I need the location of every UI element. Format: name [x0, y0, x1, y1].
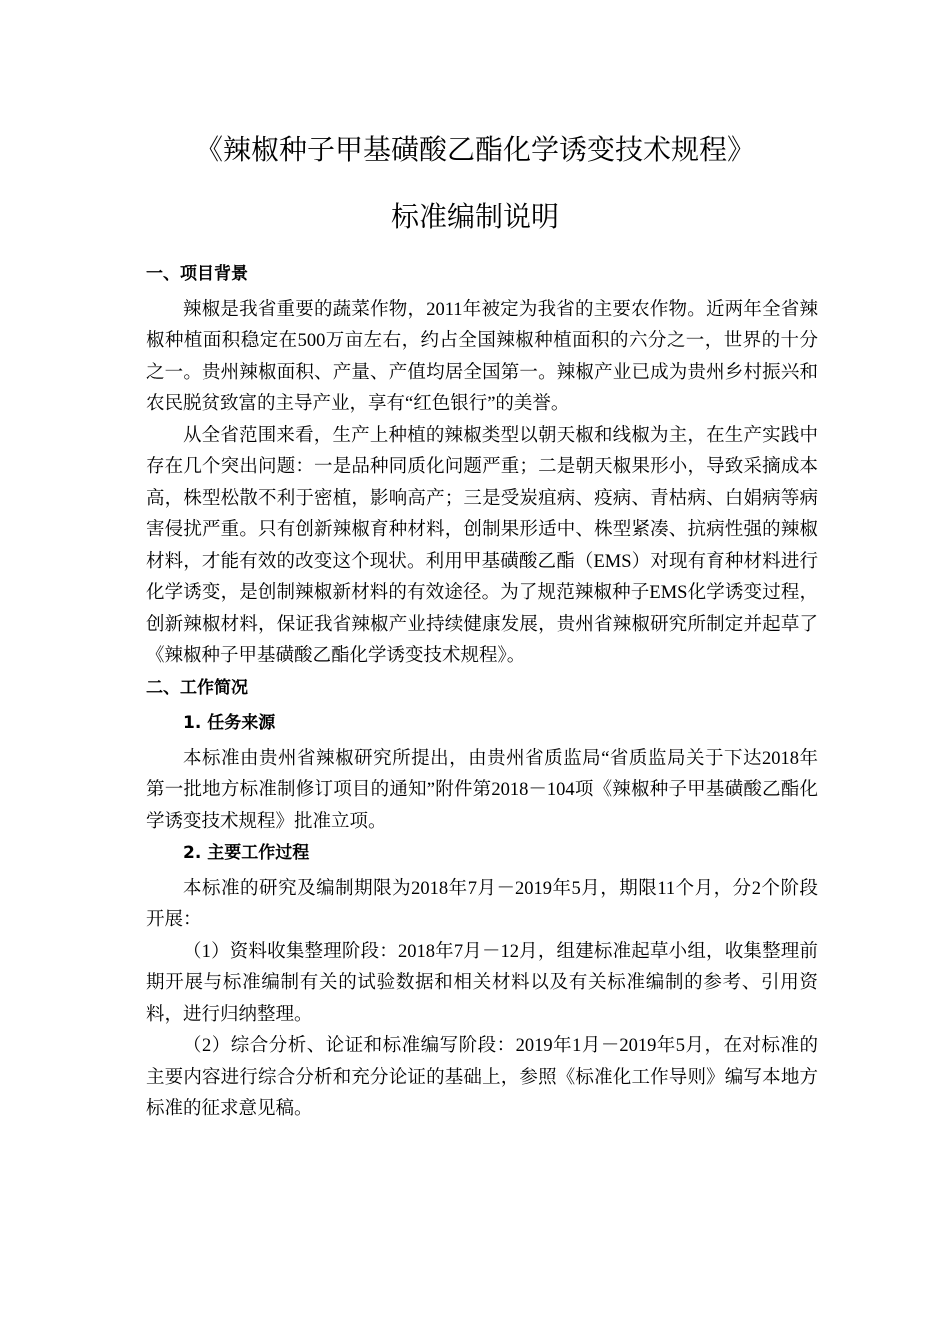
section-heading-background: 一、项目背景	[146, 264, 248, 284]
section-heading-work-overview: 二、工作简况	[146, 677, 248, 698]
paragraph-work-process-1: 本标准的研究及编制期限为2018年7月－2019年5月，期限11个月，分2个阶段开展：	[146, 878, 818, 930]
document-title: 《辣椒种子甲基磺酸乙酯化学诱变技术规程》	[194, 133, 755, 166]
document-subtitle: 标准编制说明	[390, 200, 559, 233]
paragraph-work-process-2: （1）资料收集整理阶段：2018年7月－12月，组建标准起草小组，收集整理前期开展与标准编制有关的试验数据和相关材料以及有关标准编制的参考、引用资料，进行归纳整理。	[146, 941, 818, 1025]
document-body	[146, 259, 818, 1126]
paragraph-task-source: 本标准由贵州省辣椒研究所提出，由贵州省质监局“省质监局关于下达2018年第一批地方标准制修订项目的通知”附件第2018－104项《辣椒种子甲基磺酸乙酯化学诱变技术规程》批准立项。	[146, 748, 818, 832]
paragraph-background-1: 辣椒是我省重要的蔬菜作物，2011年被定为我省的主要农作物。近两年全省辣椒种植面积稳定在500万亩左右，约占全国辣椒种植面积的六分之一，世界的十分之一。贵州辣椒面积、产量、产值均居全国第一。辣椒产业已成为贵州乡村振兴和农民脱贫致富的主导产业，享有“红色银行”的美誉。	[146, 299, 818, 414]
subsection-heading-task-source: 1. 任务来源	[183, 713, 276, 733]
paragraph-background-2: 从全省范围来看，生产上种植的辣椒类型以朝天椒和线椒为主，在生产实践中存在几个突出问题：一是品种同质化问题严重；二是朝天椒果形小，导致采摘成本高，株型松散不利于密植，影响高产；三是受炭疽病、疫病、青枯病、白娟病等病害侵扰严重。只有创新辣椒育种材料，创制果形适中、株型紧凑、抗病性强的辣椒材料，才能有效的改变这个现状。利用甲基磺酸乙酯（EMS）对现有育种材料进行化学诱变，是创制辣椒新材料的有效途径。为了规范辣椒种子EMS化学诱变过程，创新辣椒材料，保证我省辣椒产业持续健康发展，贵州省辣椒研究所制定并起草了《辣椒种子甲基磺酸乙酯化学诱变技术规程》。	[146, 425, 818, 666]
paragraph-work-process-3: （2）综合分析、论证和标准编写阶段：2019年1月－2019年5月，在对标准的主要内容进行综合分析和充分论证的基础上，参照《标准化工作导则》编写本地方标准的征求意见稿。	[146, 1036, 818, 1119]
subsection-heading-work-process: 2. 主要工作过程	[183, 843, 310, 863]
